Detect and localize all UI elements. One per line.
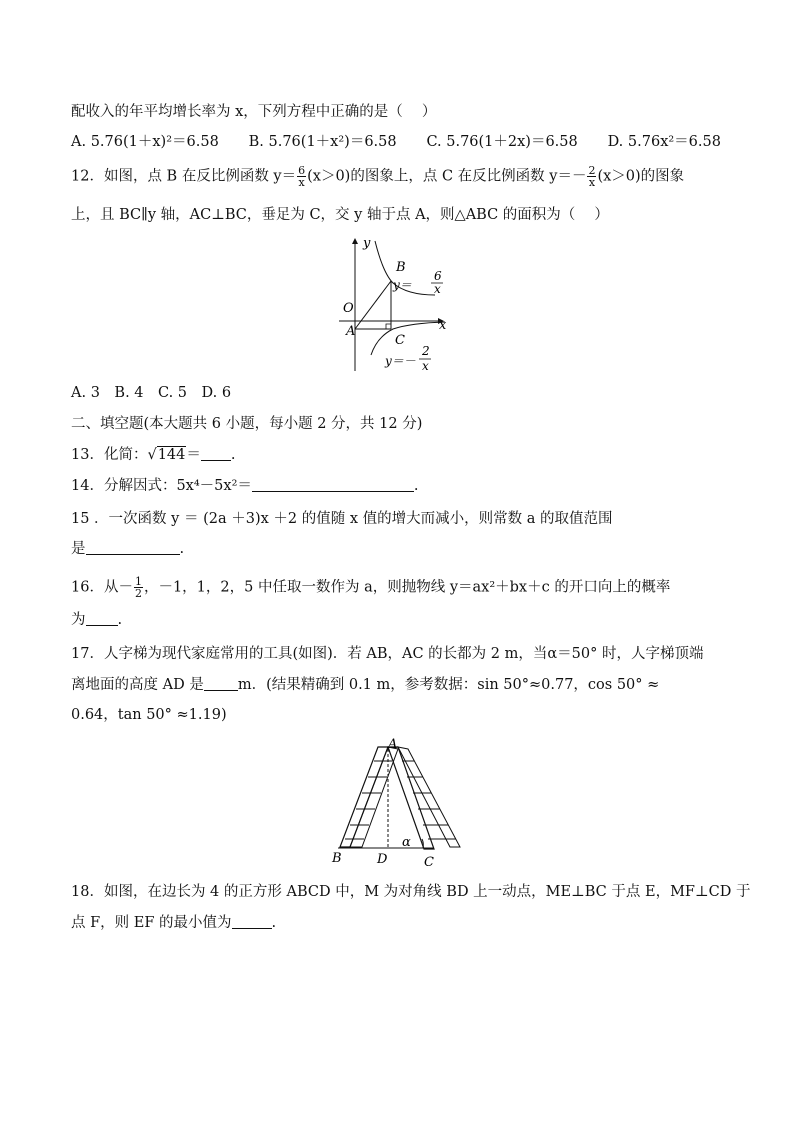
q17-line2-prefix: 离地面的高度 AD 是 [71,677,204,693]
q17-label-d: D [377,852,388,867]
ladder-left-rail-inner [350,747,398,847]
q18-end: . [271,915,277,931]
q17-label-alpha: α [402,835,411,850]
q15-answer-blank[interactable] [86,540,180,555]
q16-line2 [71,609,122,631]
q12-text-3: (x＞0)的图象 [597,168,685,185]
q16-answer-blank[interactable] [86,611,118,626]
q13-prefix: 13．化简： [71,447,148,463]
q15-line1: 15 ．一次函数 y ＝ (2a ＋3)x ＋2 的值随 x 值的增大而减小，则常数 a 的取值范围 [71,511,613,527]
q12-eq-top-num: 6 [434,269,442,283]
q16-line2-prefix: 为 [71,612,86,628]
q15-end: . [179,541,185,557]
q12-fraction-1-num: 6 [298,164,306,177]
q17-label-c: C [424,855,434,870]
q12-text-1: 12．如图，点 B 在反比例函数 y＝ [71,168,297,185]
ladder-right-leg [388,747,434,849]
q14-prefix: 14．分解因式：5x⁴－5x²＝ [71,478,252,494]
q16-fraction [134,576,143,599]
q13-suffix: ＝ [186,447,201,463]
q12-segment-ab [355,281,391,329]
q12-options: A. 3 B. 4 C. 5 D. 6 [71,385,232,401]
q17-label-a: A [388,737,398,752]
radical-icon: √ [147,447,157,463]
q12-fraction-2 [587,165,596,188]
q14 [71,475,419,497]
q18-line2 [71,912,276,934]
q12-text-2: (x＞0)的图象上，点 C 在反比例函数 y＝－ [307,168,587,185]
q12-eq-bottom-prefix: y＝－ [385,354,416,368]
q12-label-c: C [395,333,405,348]
q12-fraction-2-num: 2 [588,164,596,177]
q18-answer-blank[interactable] [232,914,272,929]
q16-end: . [117,612,123,628]
q17-label-b: B [332,851,342,866]
q15-line2 [71,538,184,560]
q13-radicand: 144 [157,447,186,463]
q17-line1: 17．人字梯为现代家庭常用的工具(如图)．若 AB，AC 的长都为 2 m，当α＝50° 时，人字梯顶端 [71,646,704,662]
q12-eq-bottom-den: x [422,359,429,373]
q11-option-c: C. 5.76(1＋2x)＝6.58 [426,134,578,150]
q12-label-b: B [396,260,406,275]
q17-line2-suffix: m．(结果精确到 0.1 m，参考数据：sin 50°≈0.77，cos 50° ≈ [237,677,660,693]
q12-eq-bottom-num: 2 [422,344,430,358]
q14-end: . [413,478,419,494]
q17-line2 [71,674,659,696]
q12-label-x: x [439,318,447,333]
ladder-right-rail [398,747,460,847]
q12-fraction-2-den: x [588,176,596,189]
q12-label-y: y [363,236,371,251]
q12-curve-bottom [371,322,445,355]
q17-line3: 0.64，tan 50° ≈1.19) [71,707,227,723]
q16-fraction-den: 2 [134,587,142,600]
q12-right-angle-mark [386,324,391,329]
ladder-steps-right [402,761,456,839]
q13-answer-blank[interactable] [201,446,231,461]
q17-answer-blank[interactable] [204,676,238,691]
q11-option-b: B. 5.76(1＋x²)＝6.58 [248,134,397,150]
q11-option-d: D. 5.76x²＝6.58 [607,134,721,150]
q18-line1: 18．如图，在边长为 4 的正方形 ABCD 中，M 为对角线 BD 上一动点，ME⊥BC 于点 E，MF⊥CD 于 [71,884,751,900]
q13 [71,444,236,466]
q12-eq-top-den: x [434,282,441,296]
q11-option-a: A. 5.76(1＋x)²＝6.58 [71,134,219,150]
section-2-heading: 二、填空题(本大题共 6 小题，每小题 2 分，共 12 分) [71,416,423,432]
q16-mid: ，－1，1，2，5 中任取一数作为 a，则抛物线 y＝ax²＋bx＋c 的开口向上的概率 [143,579,671,596]
q15-line2-prefix: 是 [71,541,86,557]
q12-eq-top-prefix: y＝ [393,278,412,292]
q12-label-a: A [346,324,356,339]
q16-fraction-num: 1 [134,575,142,588]
q12-fraction-1-den: x [298,176,305,189]
q16-prefix: 16．从－ [71,579,133,596]
q12-line2: 上，且 BC∥y 轴，AC⊥BC，垂足为 C，交 y 轴于点 A，则△ABC 的面积为（ ） [71,207,609,223]
q12-line1 [71,165,684,188]
q12-label-o: O [343,301,354,316]
q11-options [71,131,721,153]
q11-tail: 配收入的年平均增长率为 x，下列方程中正确的是（ ） [71,104,437,120]
q18-line2-prefix: 点 F，则 EF 的最小值为 [71,915,232,931]
q13-end: . [230,447,236,463]
q14-answer-blank[interactable] [252,477,414,492]
q12-fraction-1 [297,165,306,188]
q12-figure [335,233,460,375]
q16-line1 [71,576,670,599]
q17-ladder-figure [330,735,470,870]
